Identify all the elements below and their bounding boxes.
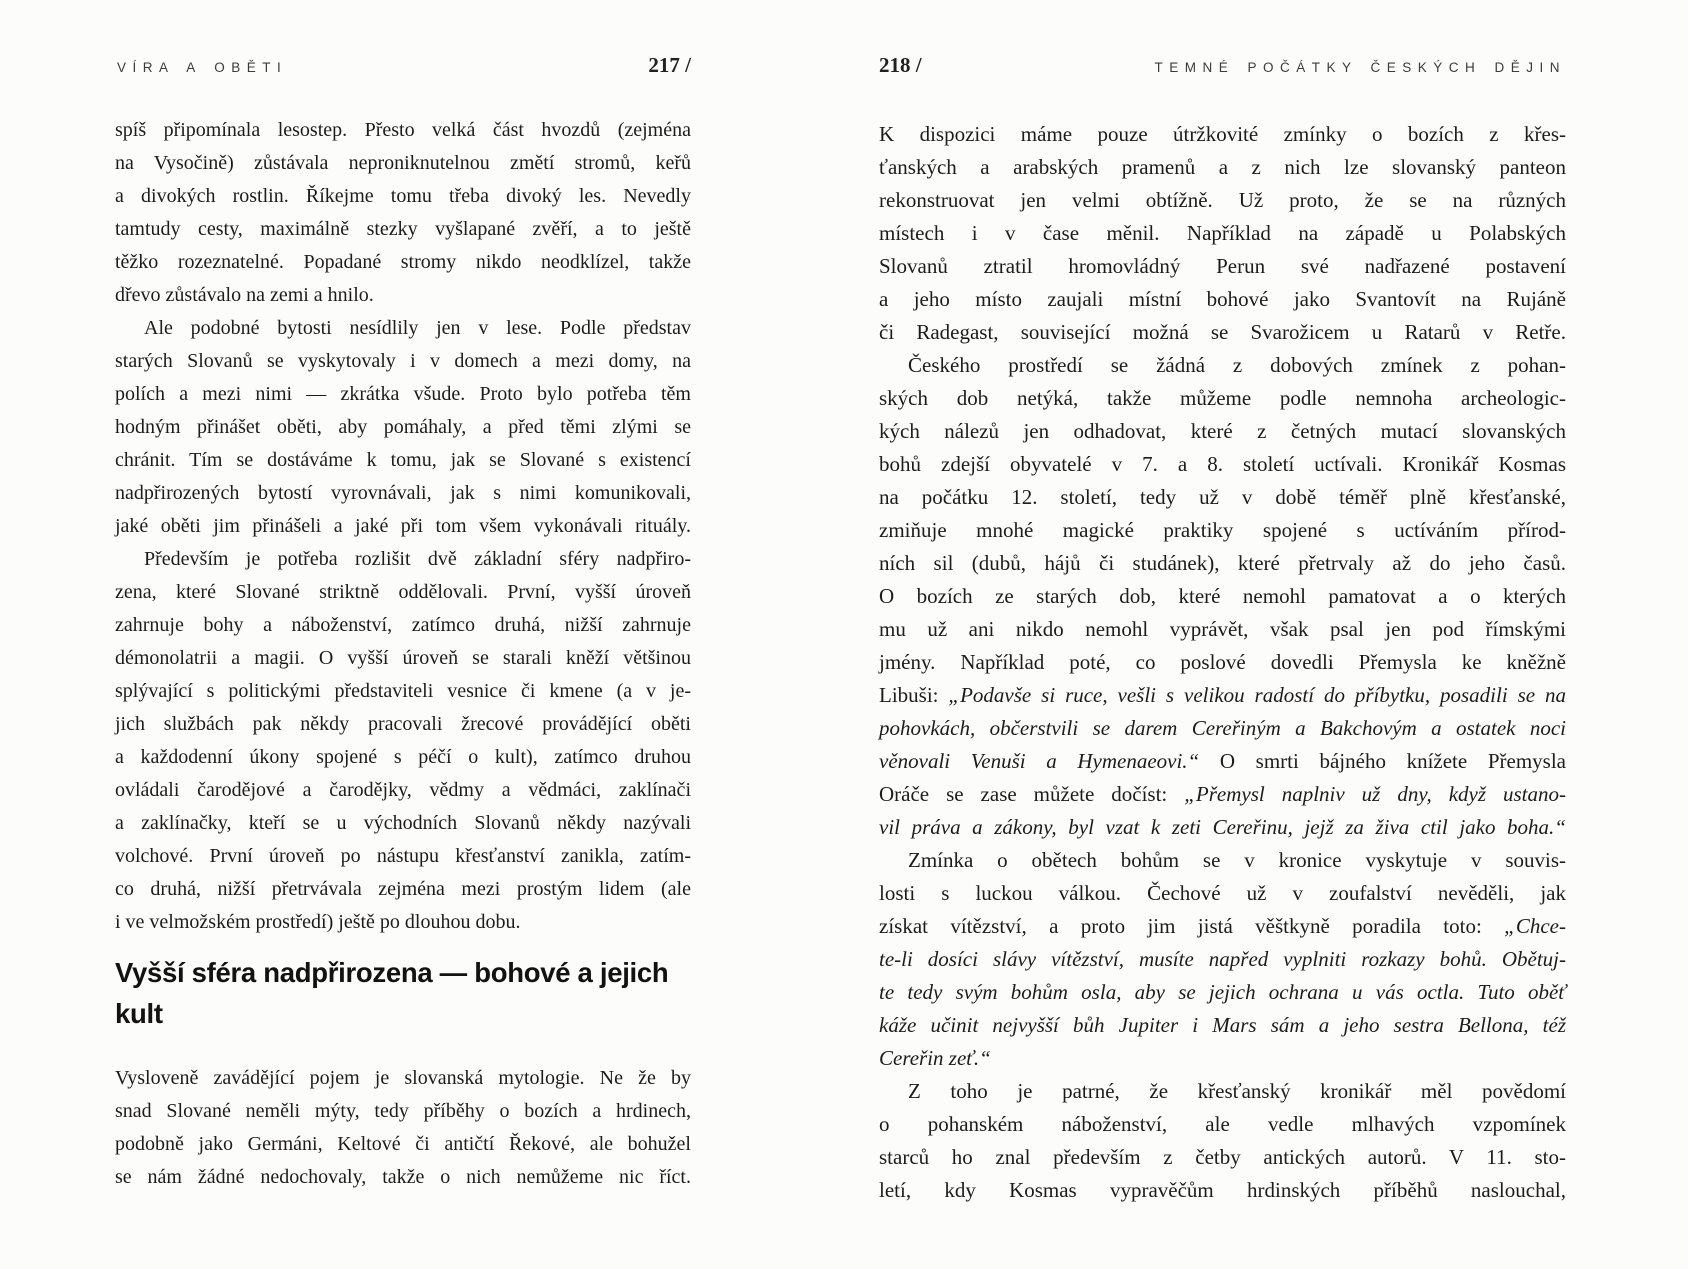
- body-text: volchové. První úroveň po nástupu křesťanství zanikla, zatím-: [115, 845, 691, 867]
- body-text: Libuši:: [879, 683, 949, 707]
- text-line: [879, 1009, 1566, 1042]
- body-text: Především je potřeba rozlišit dvě základní sféry nadpřiro-: [144, 548, 691, 570]
- running-head-right: TEMNÉ POČÁTKY ČESKÝCH DĚJIN: [1154, 60, 1566, 75]
- text-line: [115, 345, 691, 378]
- italic-quote-text: te tedy svým bohům osla, aby se jejich ochrana u vás octla. Tuto oběť: [879, 980, 1566, 1004]
- text-line: [115, 906, 691, 939]
- text-line: [879, 250, 1566, 283]
- body-text: i ve velmožském prostředí) ještě po dlouhou dobu.: [115, 911, 521, 933]
- text-line: [879, 514, 1566, 547]
- text-line: [115, 741, 691, 774]
- body-text: se nám žádné nedochovaly, takže o nich nemůžeme nic říct.: [115, 1166, 691, 1188]
- body-text: ních sil (dubů, hájů či studánek), které přetrvaly až do jeho časů.: [879, 551, 1566, 575]
- page-number-right: 218 /: [879, 53, 922, 77]
- body-text: zahrnuje bohy a náboženství, zatímco druhá, nižší zahrnuje: [115, 614, 691, 636]
- body-text: starých Slovanů se vyskytovaly i v domech a mezi domy, na: [115, 350, 691, 372]
- text-line: [115, 708, 691, 741]
- body-text: ťanských a arabských pramenů a z nich lze slovanský panteon: [879, 155, 1566, 179]
- body-text: a každodenní úkony spojené s péčí o kult), zatímco druhou: [115, 746, 691, 768]
- text-line: [879, 316, 1566, 349]
- text-line: [879, 349, 1566, 382]
- paragraph: [879, 118, 1566, 349]
- italic-quote-text: věnovali Venuši a Hymenaeovi.“: [879, 749, 1200, 773]
- text-line: [879, 1108, 1566, 1141]
- text-line: [115, 609, 691, 642]
- body-text: snad Slované neměli mýty, tedy příběhy o bozích a hrdinech,: [115, 1100, 691, 1122]
- body-text: K dispozici máme pouze útržkovité zmínky o bozích z křes-: [879, 122, 1566, 146]
- text-line: [879, 481, 1566, 514]
- text-line: [879, 415, 1566, 448]
- body-text: zmiňuje mnohé magické praktiky spojené s uctíváním přírod-: [879, 518, 1566, 542]
- text-line: [115, 1128, 691, 1161]
- body-text: ovládali čarodějové a čarodějky, vědmy a vědmáci, zaklínači: [115, 779, 691, 801]
- italic-quote-text: pohovkách, občerstvili se darem Cereřiným a Bakchovým a ostatek noci: [879, 716, 1566, 740]
- text-line: [879, 448, 1566, 481]
- italic-quote-text: „Podavše si ruce, vešli s velikou radostí do příbytku, posadili se na: [948, 683, 1566, 707]
- body-text: místech i v čase měnil. Například na západě u Polabských: [879, 221, 1566, 245]
- body-text: zena, které Slované striktně oddělovali. První, vyšší úroveň: [115, 581, 691, 603]
- text-line: [879, 679, 1566, 712]
- text-column-left: [115, 114, 691, 1194]
- italic-quote-text: te-li dosíci slávy vítězství, musíte napřed vyplniti rozkazy bohů. Obětuj-: [879, 947, 1566, 971]
- text-line: [879, 877, 1566, 910]
- italic-quote-text: vil práva a zákony, byl vzat k zeti Cereřinu, jejž za živa ctil jako boha.“: [879, 815, 1566, 839]
- body-text: O smrti bájného knížete Přemysla: [1199, 749, 1566, 773]
- text-line: [115, 675, 691, 708]
- body-text: těžko rozeznatelné. Popadané stromy nikdo neodklízel, takže: [115, 251, 691, 273]
- text-line: [879, 910, 1566, 943]
- text-line: [879, 943, 1566, 976]
- body-text: hodným přinášet oběti, aby pomáhaly, a před těmi zlými se: [115, 416, 691, 438]
- paragraph: [115, 114, 691, 312]
- body-text: a zaklínačky, kteří se u východních Slovanů někdy nazývali: [115, 812, 691, 834]
- body-text: nadpřirozených bytostí vyrovnávali, jak s nimi komunikovali,: [115, 482, 691, 504]
- body-text: jmény. Například poté, co poslové dovedli Přemysla ke kněžně: [879, 650, 1566, 674]
- body-text: losti s luckou válkou. Čechové už v zoufalství nevěděli, jak: [879, 881, 1566, 905]
- text-line: [879, 1174, 1566, 1207]
- body-text: mu už ani nikdo nemohl vyprávět, však psal jen pod římskými: [879, 617, 1566, 641]
- text-line: [879, 745, 1566, 778]
- paragraph: [879, 349, 1566, 844]
- text-line: [879, 118, 1566, 151]
- text-line: [879, 283, 1566, 316]
- text-line: [115, 576, 691, 609]
- paragraph: [879, 844, 1566, 1075]
- text-line: [115, 378, 691, 411]
- body-text: Oráče se zase můžete dočíst:: [879, 782, 1185, 806]
- body-text: a divokých rostlin. Říkejme tomu třeba divoký les. Nevedly: [115, 185, 691, 207]
- text-line: [115, 873, 691, 906]
- text-line: [879, 1141, 1566, 1174]
- text-line: [115, 642, 691, 675]
- text-line: [115, 213, 691, 246]
- text-line: [115, 1095, 691, 1128]
- body-text: Z toho je patrné, že křesťanský kronikář měl povědomí: [908, 1079, 1566, 1103]
- text-line: [879, 547, 1566, 580]
- section-heading: Vyšší sféra nadpřirozena — bohové a jejich kult: [115, 957, 669, 1029]
- text-line: [115, 312, 691, 345]
- body-text: jaké oběti jim přinášeli a jaké při tom všem vykonávali rituály.: [115, 515, 691, 537]
- body-text: na počátku 12. století, tedy už v době téměř plně křesťanské,: [879, 485, 1566, 509]
- body-text: rekonstruovat jen velmi obtížně. Už proto, že se na různých: [879, 188, 1566, 212]
- text-line: [115, 1062, 691, 1095]
- text-line: [115, 543, 691, 576]
- text-line: [115, 147, 691, 180]
- body-text: podobně jako Germáni, Keltové či antičtí Řekové, ale bohužel: [115, 1133, 691, 1155]
- body-text: splývající s politickými představiteli vesnice či kmene (a v je-: [115, 680, 691, 702]
- text-line: [115, 774, 691, 807]
- paragraph: [879, 1075, 1566, 1207]
- body-text: letí, kdy Kosmas vypravěčům hrdinských příběhů naslouchal,: [879, 1178, 1566, 1202]
- paragraph: [115, 312, 691, 543]
- italic-quote-text: „Chce-: [1504, 914, 1566, 938]
- body-text: bohů zdejší obyvatelé v 7. a 8. století uctívali. Kronikář Kosmas: [879, 452, 1566, 476]
- text-line: [115, 1161, 691, 1194]
- body-text: O bozích ze starých dob, které nemohl pamatovat a o kterých: [879, 584, 1566, 608]
- paragraph: [115, 1062, 691, 1194]
- body-text: a jeho místo zaujali místní bohové jako Svantovít na Rujáně: [879, 287, 1566, 311]
- text-line: [115, 246, 691, 279]
- text-line: [879, 1042, 1566, 1075]
- text-line: [115, 279, 691, 312]
- text-line: [879, 382, 1566, 415]
- text-line: [115, 510, 691, 543]
- body-text: jich službách pak někdy pracovali žrecové provádějící oběti: [115, 713, 691, 735]
- body-text: polích a mezi nimi — zkrátka všude. Proto bylo potřeba těm: [115, 383, 691, 405]
- body-text: starců ho znal především z četby antických autorů. V 11. sto-: [879, 1145, 1566, 1169]
- text-line: [879, 184, 1566, 217]
- text-line: [879, 613, 1566, 646]
- body-text: ských dob netýká, takže můžeme podle nemnoha archeologic-: [879, 386, 1566, 410]
- text-line: [115, 411, 691, 444]
- text-column-right: [879, 118, 1566, 1207]
- italic-quote-text: Cereřin zeť.“: [879, 1046, 991, 1070]
- body-text: tamtudy cesty, maximálně stezky vyšlapané zvěří, a to ještě: [115, 218, 691, 240]
- text-line: [879, 217, 1566, 250]
- text-line: [115, 807, 691, 840]
- text-line: [879, 712, 1566, 745]
- body-text: na Vysočině) zůstávala neproniknutelnou změtí stromů, keřů: [115, 152, 691, 174]
- text-line: [879, 976, 1566, 1009]
- body-text: dřevo zůstávalo na zemi a hnilo.: [115, 284, 374, 306]
- text-line: [879, 646, 1566, 679]
- body-text: Zmínka o obětech bohům se v kronice vyskytuje v souvis-: [908, 848, 1566, 872]
- body-text: Ale podobné bytosti nesídlily jen v lese. Podle představ: [144, 317, 691, 339]
- text-line: [879, 811, 1566, 844]
- body-text: spíš připomínala lesostep. Přesto velká část hvozdů (zejména: [115, 119, 691, 141]
- text-line: [879, 580, 1566, 613]
- body-text: Českého prostředí se žádná z dobových zmínek z pohan-: [908, 353, 1566, 377]
- body-text: Slovanů ztratil hromovládný Perun své nadřazené postavení: [879, 254, 1566, 278]
- text-line: [115, 840, 691, 873]
- text-line: [879, 778, 1566, 811]
- text-line: [115, 444, 691, 477]
- body-text: co druhá, nižší přetrvávala zejména mezi prostým lidem (ale: [115, 878, 691, 900]
- text-line: [879, 844, 1566, 877]
- body-text: kých nálezů jen odhadovat, které z četných mutací slovanských: [879, 419, 1566, 443]
- body-text: získat vítězství, a proto jim jistá věštkyně poradila toto:: [879, 914, 1505, 938]
- paragraph: [115, 543, 691, 939]
- body-text: o pohanském náboženství, ale vedle mlhavých vzpomínek: [879, 1112, 1566, 1136]
- running-head-left: VÍRA A OBĚTI: [117, 60, 288, 75]
- text-line: [115, 114, 691, 147]
- text-line: [115, 180, 691, 213]
- text-line: [115, 477, 691, 510]
- body-text: Vysloveně zavádějící pojem je slovanská mytologie. Ne že by: [115, 1067, 691, 1089]
- body-text: či Radegast, související možná se Svarožicem u Ratarů v Retře.: [879, 320, 1566, 344]
- body-text: chránit. Tím se dostáváme k tomu, jak se Slované s existencí: [115, 449, 691, 471]
- italic-quote-text: „Přemysl naplniv už dny, když ustano-: [1184, 782, 1566, 806]
- italic-quote-text: káže učinit nejvyšší bůh Jupiter i Mars sám a jeho sestra Bellona, též: [879, 1013, 1566, 1037]
- text-line: [879, 1075, 1566, 1108]
- text-line: [879, 151, 1566, 184]
- page-number-left: 217 /: [648, 53, 691, 77]
- body-text: démonolatrii a magii. O vyšší úroveň se starali kněží většinou: [115, 647, 691, 669]
